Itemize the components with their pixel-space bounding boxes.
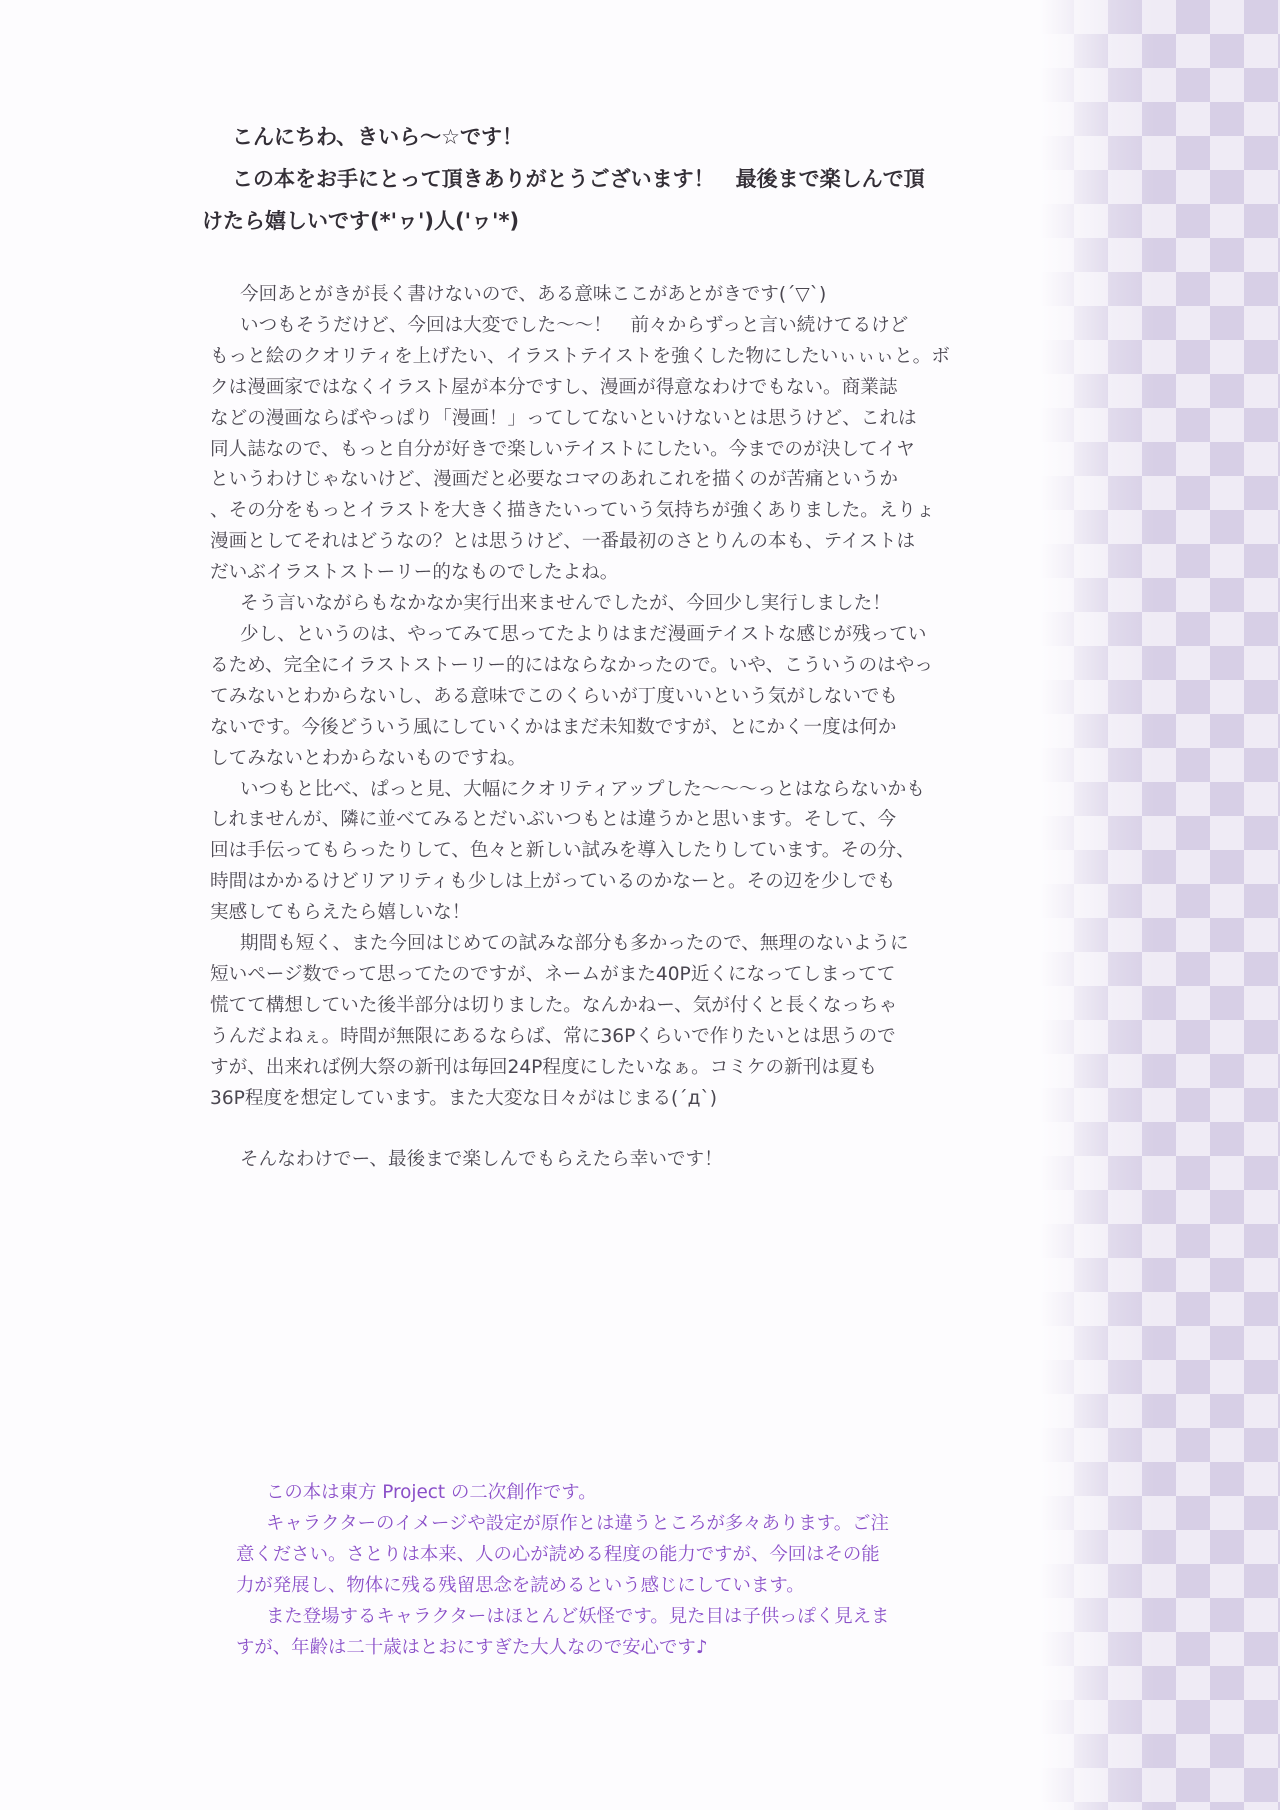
body-line: 期間も短く、また今回はじめての試みな部分も多かったので、無理のないように: [240, 933, 909, 955]
notice-line: また登場するキャラクターはほとんど妖怪です。見た目は子供っぽく見えま: [266, 1605, 890, 1627]
closing-line: そんなわけでー、最後まで楽しんでもらえたら幸いです！: [240, 1149, 723, 1171]
notice-line: すが、年齢は二十歳はとおにすぎた大人なので安心です♪: [236, 1636, 708, 1658]
greeting-line: こんにちわ、きいら～☆です！: [232, 125, 523, 149]
body-line: 時間はかかるけどリアリティも少しは上がっているのかなーと。その辺を少しでも: [210, 871, 896, 893]
fan-work-notice: [236, 1478, 1056, 1663]
body-line: 漫画としてそれはどうなの？とは思うけど、一番最初のさとりんの本も、テイストは: [210, 531, 916, 553]
notice-line: 力が発展し、物体に残る残留思念を読めるという感じにしています。: [236, 1574, 805, 1596]
body-line: るため、完全にイラストストーリー的にはならなかったので。いや、こういうのはやっ: [210, 654, 933, 676]
body-line: 今回あとがきが長く書けないので、ある意味ここがあとがきです(´▽`): [240, 284, 827, 305]
body-line: ないです。今後どういう風にしていくかはまだ未知数ですが、とにかく一度は何か: [210, 716, 897, 738]
body-line: もっと絵のクオリティを上げたい、イラストテイストを強くした物にしたいぃぃぃと。ボ: [210, 345, 950, 367]
body-line: クは漫画家ではなくイラスト屋が本分ですし、漫画が得意なわけでもない。商業誌: [210, 376, 898, 398]
body-line: してみないとわからないものですね。: [210, 747, 527, 769]
body-line: 慌てて構想していた後半部分は切りました。なんかねー、気が付くと長くなっちゃ: [210, 994, 898, 1016]
body-line: 短いページ数でって思ってたのですが、ネームがまた40P近くになってしまってて: [210, 963, 896, 985]
notice-line: この本は東方 Project の二次創作です。: [266, 1482, 597, 1503]
checker-border-pattern: [1040, 0, 1280, 1810]
body-line: 回は手伝ってもらったりして、色々と新しい試みを導入したりしています。その分、: [210, 840, 915, 862]
body-line: うんだよねぇ。時間が無限にあるならば、常に36Pくらいで作りたいとは思うので: [210, 1025, 896, 1047]
body-line: いつもそうだけど、今回は大変でした～～！ 前々からずっと言い続けてるけど: [240, 314, 909, 336]
body-line: だいぶイラストストーリー的なものでしたよね。: [210, 562, 619, 584]
checker-fade-overlay: [1040, 0, 1280, 1810]
body-line: 少し、というのは、やってみて思ってたよりはまだ漫画テイストな感じが残ってい: [240, 623, 927, 645]
body-line: 同人誌なので、もっと自分が好きで楽しいテイストにしたい。今までのが決してイヤ: [210, 438, 915, 460]
body-line: すが、出来れば例大祭の新刊は毎回24P程度にしたいなぁ。コミケの新刊は夏も: [210, 1056, 878, 1078]
greeting-block: [202, 116, 1052, 242]
body-line: そう言いながらもなかなか実行出来ませんでしたが、今回少し実行しました！: [240, 593, 891, 615]
body-line: などの漫画ならばやっぱり「漫画！」ってしてないといけないとは思うけど、これは: [210, 407, 917, 429]
body-line: 実感してもらえたら嬉しいな！: [210, 902, 471, 924]
afterword-body: [210, 280, 1040, 1176]
notice-line: 意ください。さとりは本来、人の心が読める程度の能力ですが、今回はその能: [236, 1543, 880, 1565]
body-line: しれませんが、隣に並べてみるとだいぶいつもとは違うかと思います。そして、今: [210, 809, 897, 831]
greeting-line: この本をお手にとって頂きありがとうございます！ 最後まで楽しんで頂: [232, 167, 925, 191]
greeting-line: けたら嬉しいです(*'ヮ')人('ヮ'*): [202, 209, 520, 233]
body-line: 36P程度を想定しています。また大変な日々がはじまる(´д`): [210, 1087, 717, 1109]
body-line: 、その分をもっとイラストを大きく描きたいっていう気持ちが強くありました。えりょ: [210, 500, 935, 522]
notice-line: キャラクターのイメージや設定が原作とは違うところが多々あります。ご注: [266, 1512, 889, 1534]
body-line: てみないとわからないし、ある意味でこのくらいが丁度いいという気がしないでも: [210, 685, 898, 707]
body-line: いつもと比べ、ぱっと見、大幅にクオリティアップした～～～っとはならないかも: [240, 778, 925, 800]
body-line: というわけじゃないけど、漫画だと必要なコマのあれこれを描くのが苦痛というか: [210, 469, 898, 491]
